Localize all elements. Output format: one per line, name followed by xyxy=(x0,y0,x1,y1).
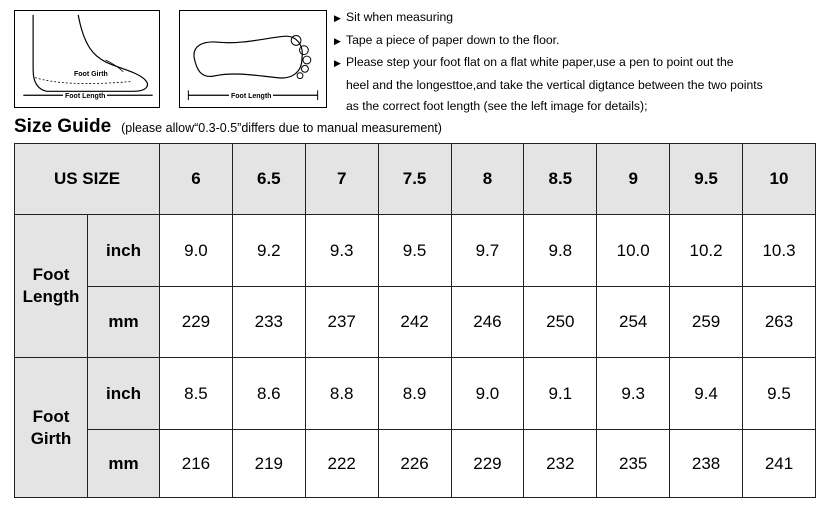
instruction-1: ▶ Sit when measuring xyxy=(334,7,824,30)
foot-length-label-top: Foot Length xyxy=(231,93,272,100)
table-cell: 263 xyxy=(743,287,816,358)
unit-label-inch: inch xyxy=(88,358,160,430)
table-cell: 9.3 xyxy=(597,358,670,430)
table-cell: 9.4 xyxy=(670,358,743,430)
table-cell: 9.5 xyxy=(743,358,816,430)
size-header: 8.5 xyxy=(524,144,597,215)
table-cell: 10.2 xyxy=(670,215,743,287)
table-cell: 8.8 xyxy=(305,358,378,430)
table-cell: 254 xyxy=(597,287,670,358)
table-cell: 237 xyxy=(305,287,378,358)
arrow-right-icon: ▶ xyxy=(334,58,341,68)
table-cell: 9.1 xyxy=(524,358,597,430)
table-cell: 229 xyxy=(451,430,524,498)
unit-label-inch: inch xyxy=(88,215,160,287)
table-header-row xyxy=(15,144,816,215)
instruction-3: ▶ Please step your foot flat on a flat white paper,use a pen to point out the xyxy=(334,52,824,75)
size-header: 7 xyxy=(305,144,378,215)
table-cell: 9.2 xyxy=(232,215,305,287)
arrow-right-icon: ▶ xyxy=(334,13,341,23)
table-cell: 233 xyxy=(232,287,305,358)
size-header: 9.5 xyxy=(670,144,743,215)
page-subtitle: (please allow“0.3-0.5”differs due to manual measurement) xyxy=(121,121,442,135)
table-row xyxy=(15,358,816,430)
table-cell: 9.0 xyxy=(160,215,233,287)
table-cell: 246 xyxy=(451,287,524,358)
table-cell: 235 xyxy=(597,430,670,498)
table-cell: 10.0 xyxy=(597,215,670,287)
table-row xyxy=(15,287,816,358)
table-cell: 9.8 xyxy=(524,215,597,287)
instruction-3-cont-2: as the correct foot length (see the left image for details); xyxy=(346,99,648,113)
size-header: 9 xyxy=(597,144,670,215)
table-cell: 219 xyxy=(232,430,305,498)
table-cell: 241 xyxy=(743,430,816,498)
arrow-right-icon: ▶ xyxy=(334,35,341,46)
table-cell: 216 xyxy=(160,430,233,498)
size-guide-heading xyxy=(14,116,442,138)
size-header: 10 xyxy=(743,144,816,215)
foot-length-label: Foot Length xyxy=(65,93,106,100)
table-cell: 8.5 xyxy=(160,358,233,430)
table-cell: 9.7 xyxy=(451,215,524,287)
size-header: 6.5 xyxy=(232,144,305,215)
size-header: 8 xyxy=(451,144,524,215)
instruction-3-cont: heel and the longesttoe,and take the vertical digtance between the two points xyxy=(346,77,763,92)
table-row xyxy=(15,430,816,498)
table-cell: 10.3 xyxy=(743,215,816,287)
size-header: 7.5 xyxy=(378,144,451,215)
table-cell: 9.0 xyxy=(451,358,524,430)
measuring-instructions xyxy=(334,7,824,118)
table-cell: 242 xyxy=(378,287,451,358)
unit-label-mm: mm xyxy=(88,430,160,498)
foot-girth-group-label: Foot Girth xyxy=(15,358,88,498)
foot-side-diagram xyxy=(14,10,160,108)
unit-label-mm: mm xyxy=(88,287,160,358)
table-cell: 8.9 xyxy=(378,358,451,430)
table-cell: 238 xyxy=(670,430,743,498)
table-cell: 222 xyxy=(305,430,378,498)
size-table xyxy=(14,143,816,498)
page-title: Size Guide xyxy=(14,116,112,137)
table-cell: 232 xyxy=(524,430,597,498)
table-cell: 229 xyxy=(160,287,233,358)
instruction-2: ▶ Tape a piece of paper down to the floor. xyxy=(334,30,824,53)
table-cell: 250 xyxy=(524,287,597,358)
table-cell: 259 xyxy=(670,287,743,358)
table-cell: 9.5 xyxy=(378,215,451,287)
table-row xyxy=(15,215,816,287)
table-cell: 226 xyxy=(378,430,451,498)
foot-length-group-label: Foot Length xyxy=(15,215,88,358)
table-cell: 8.6 xyxy=(232,358,305,430)
foot-girth-label: Foot Girth xyxy=(74,71,108,78)
us-size-header: US SIZE xyxy=(15,144,160,215)
size-header: 6 xyxy=(160,144,233,215)
foot-top-diagram xyxy=(179,10,327,108)
table-cell: 9.3 xyxy=(305,215,378,287)
